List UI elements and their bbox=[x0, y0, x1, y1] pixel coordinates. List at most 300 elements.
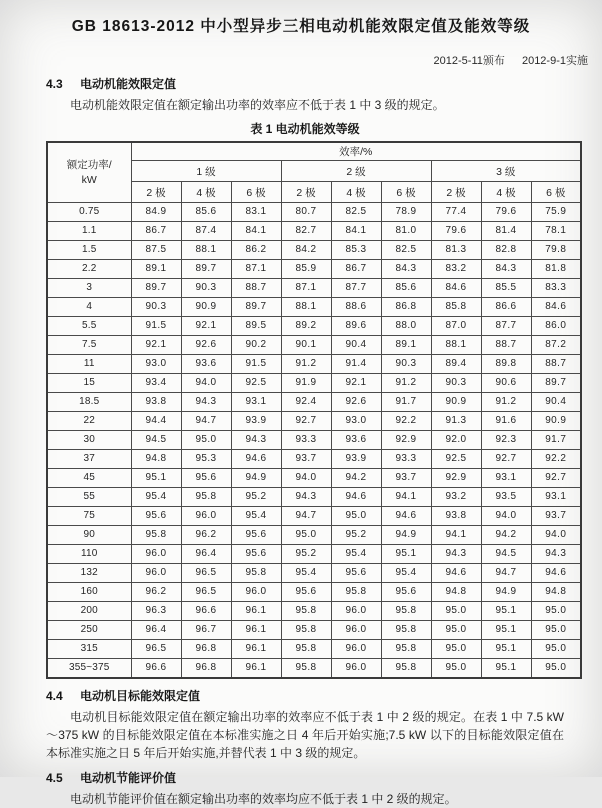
efficiency-value-cell: 86.7 bbox=[131, 222, 181, 241]
efficiency-value-cell: 94.3 bbox=[531, 545, 581, 564]
grade-2-header: 2 级 bbox=[281, 161, 431, 182]
section-4-3-heading bbox=[46, 75, 564, 92]
efficiency-value-cell: 77.4 bbox=[431, 203, 481, 222]
efficiency-value-cell: 93.5 bbox=[481, 488, 531, 507]
efficiency-value-cell: 86.0 bbox=[531, 317, 581, 336]
efficiency-value-cell: 95.6 bbox=[381, 583, 431, 602]
power-cell: 90 bbox=[47, 526, 131, 545]
efficiency-value-cell: 95.6 bbox=[231, 526, 281, 545]
efficiency-value-cell: 94.2 bbox=[481, 526, 531, 545]
efficiency-value-cell: 92.9 bbox=[381, 431, 431, 450]
grade-3-header: 3 级 bbox=[431, 161, 581, 182]
table-row bbox=[47, 222, 581, 241]
efficiency-value-cell: 85.9 bbox=[281, 260, 331, 279]
efficiency-value-cell: 90.3 bbox=[381, 355, 431, 374]
implement-date: 2012-9-1实施 bbox=[521, 55, 588, 67]
efficiency-value-cell: 94.3 bbox=[181, 393, 231, 412]
efficiency-value-cell: 96.0 bbox=[331, 602, 381, 621]
efficiency-value-cell: 93.8 bbox=[131, 393, 181, 412]
section-4-5-body: 电动机节能评价值在额定输出功率的效率均应不低于表 1 中 2 级的规定。 bbox=[70, 792, 457, 806]
efficiency-value-cell: 93.1 bbox=[231, 393, 281, 412]
efficiency-value-cell: 94.9 bbox=[231, 469, 281, 488]
section-4-4-body: 电动机目标能效限定值在额定输出功率的效率应不低于表 1 中 2 级的规定。在表 1 中 7.5 kW～375 kW 的目标能效限定值在本标准实施之日 4 年后开始实施;7.5 kW 以下的目标能效限定值在本标准实施之日 5 年后开始实施,并替代表 1 中 3 级的规定。 bbox=[46, 710, 564, 760]
efficiency-value-cell: 94.6 bbox=[231, 450, 281, 469]
efficiency-value-cell: 85.5 bbox=[481, 279, 531, 298]
efficiency-value-cell: 96.0 bbox=[331, 659, 381, 679]
table-caption: 表 1 电动机能效等级 bbox=[250, 122, 360, 136]
power-cell: 160 bbox=[47, 583, 131, 602]
pole-header: 2 极 bbox=[281, 182, 331, 203]
efficiency-value-cell: 89.1 bbox=[381, 336, 431, 355]
table-row bbox=[47, 355, 581, 374]
efficiency-value-cell: 94.9 bbox=[381, 526, 431, 545]
efficiency-value-cell: 95.2 bbox=[231, 488, 281, 507]
efficiency-value-cell: 89.7 bbox=[181, 260, 231, 279]
efficiency-value-cell: 94.3 bbox=[281, 488, 331, 507]
power-cell: 110 bbox=[47, 545, 131, 564]
efficiency-value-cell: 91.7 bbox=[531, 431, 581, 450]
grade-1-header: 1 级 bbox=[131, 161, 281, 182]
table-row bbox=[47, 469, 581, 488]
table-row bbox=[47, 545, 581, 564]
efficiency-value-cell: 93.3 bbox=[381, 450, 431, 469]
efficiency-value-cell: 84.6 bbox=[531, 298, 581, 317]
efficiency-value-cell: 90.4 bbox=[531, 393, 581, 412]
table-row bbox=[47, 583, 581, 602]
efficiency-value-cell: 95.8 bbox=[281, 659, 331, 679]
efficiency-value-cell: 95.0 bbox=[431, 602, 481, 621]
power-cell: 37 bbox=[47, 450, 131, 469]
efficiency-value-cell: 78.1 bbox=[531, 222, 581, 241]
efficiency-value-cell: 93.0 bbox=[131, 355, 181, 374]
efficiency-value-cell: 92.4 bbox=[281, 393, 331, 412]
efficiency-value-cell: 93.1 bbox=[481, 469, 531, 488]
efficiency-value-cell: 95.0 bbox=[531, 640, 581, 659]
efficiency-value-cell: 96.0 bbox=[231, 583, 281, 602]
efficiency-value-cell: 91.5 bbox=[131, 317, 181, 336]
efficiency-value-cell: 90.9 bbox=[531, 412, 581, 431]
power-cell: 315 bbox=[47, 640, 131, 659]
efficiency-value-cell: 90.4 bbox=[331, 336, 381, 355]
efficiency-value-cell: 96.2 bbox=[181, 526, 231, 545]
efficiency-value-cell: 94.8 bbox=[431, 583, 481, 602]
power-cell: 355~375 bbox=[47, 659, 131, 679]
efficiency-value-cell: 95.0 bbox=[331, 507, 381, 526]
power-cell: 45 bbox=[47, 469, 131, 488]
power-cell: 3 bbox=[47, 279, 131, 298]
efficiency-value-cell: 95.4 bbox=[331, 545, 381, 564]
efficiency-value-cell: 89.7 bbox=[131, 279, 181, 298]
efficiency-value-cell: 79.6 bbox=[481, 203, 531, 222]
table-row bbox=[47, 640, 581, 659]
efficiency-value-cell: 84.2 bbox=[281, 241, 331, 260]
table-row bbox=[47, 621, 581, 640]
efficiency-value-cell: 92.6 bbox=[331, 393, 381, 412]
efficiency-value-cell: 94.6 bbox=[531, 564, 581, 583]
efficiency-value-cell: 94.5 bbox=[131, 431, 181, 450]
efficiency-value-cell: 96.0 bbox=[331, 640, 381, 659]
efficiency-value-cell: 95.2 bbox=[331, 526, 381, 545]
efficiency-value-cell: 95.2 bbox=[281, 545, 331, 564]
section-4-4-title: 电动机目标能效限定值 bbox=[80, 689, 201, 703]
efficiency-value-cell: 96.8 bbox=[181, 640, 231, 659]
efficiency-value-cell: 91.9 bbox=[281, 374, 331, 393]
power-cell: 1.1 bbox=[47, 222, 131, 241]
efficiency-value-cell: 94.2 bbox=[331, 469, 381, 488]
section-4-3-number: 4.3 bbox=[46, 77, 63, 91]
efficiency-value-cell: 94.6 bbox=[331, 488, 381, 507]
efficiency-value-cell: 83.1 bbox=[231, 203, 281, 222]
efficiency-value-cell: 93.6 bbox=[331, 431, 381, 450]
efficiency-value-cell: 87.1 bbox=[231, 260, 281, 279]
efficiency-value-cell: 94.6 bbox=[431, 564, 481, 583]
table-row bbox=[47, 564, 581, 583]
efficiency-value-cell: 79.8 bbox=[531, 241, 581, 260]
efficiency-value-cell: 81.4 bbox=[481, 222, 531, 241]
efficiency-value-cell: 95.1 bbox=[481, 640, 531, 659]
efficiency-value-cell: 94.1 bbox=[431, 526, 481, 545]
efficiency-value-cell: 92.1 bbox=[131, 336, 181, 355]
efficiency-value-cell: 95.6 bbox=[231, 545, 281, 564]
table-row bbox=[47, 374, 581, 393]
efficiency-value-cell: 94.9 bbox=[481, 583, 531, 602]
efficiency-value-cell: 95.8 bbox=[281, 640, 331, 659]
efficiency-value-cell: 91.2 bbox=[281, 355, 331, 374]
efficiency-value-cell: 93.3 bbox=[281, 431, 331, 450]
efficiency-value-cell: 90.3 bbox=[181, 279, 231, 298]
power-cell: 5.5 bbox=[47, 317, 131, 336]
efficiency-value-cell: 81.8 bbox=[531, 260, 581, 279]
efficiency-value-cell: 79.6 bbox=[431, 222, 481, 241]
efficiency-value-cell: 92.7 bbox=[481, 450, 531, 469]
efficiency-value-cell: 83.3 bbox=[531, 279, 581, 298]
document-content bbox=[46, 75, 567, 808]
efficiency-value-cell: 91.4 bbox=[331, 355, 381, 374]
efficiency-value-cell: 92.1 bbox=[181, 317, 231, 336]
efficiency-value-cell: 88.7 bbox=[531, 355, 581, 374]
efficiency-value-cell: 88.1 bbox=[181, 241, 231, 260]
efficiency-value-cell: 86.2 bbox=[231, 241, 281, 260]
efficiency-value-cell: 87.4 bbox=[181, 222, 231, 241]
efficiency-value-cell: 84.1 bbox=[331, 222, 381, 241]
table-row bbox=[47, 431, 581, 450]
efficiency-value-cell: 82.8 bbox=[481, 241, 531, 260]
efficiency-value-cell: 82.7 bbox=[281, 222, 331, 241]
table-row bbox=[47, 450, 581, 469]
efficiency-value-cell: 92.5 bbox=[431, 450, 481, 469]
pole-header: 4 极 bbox=[181, 182, 231, 203]
efficiency-value-cell: 84.3 bbox=[481, 260, 531, 279]
efficiency-value-cell: 95.8 bbox=[331, 583, 381, 602]
table-header-row-efficiency bbox=[47, 142, 581, 161]
efficiency-value-cell: 95.0 bbox=[531, 659, 581, 679]
power-column-unit: kW bbox=[81, 173, 97, 186]
efficiency-value-cell: 90.9 bbox=[181, 298, 231, 317]
power-cell: 2.2 bbox=[47, 260, 131, 279]
efficiency-value-cell: 96.8 bbox=[181, 659, 231, 679]
efficiency-value-cell: 95.6 bbox=[331, 564, 381, 583]
efficiency-value-cell: 86.8 bbox=[381, 298, 431, 317]
efficiency-value-cell: 93.9 bbox=[331, 450, 381, 469]
efficiency-value-cell: 92.7 bbox=[531, 469, 581, 488]
section-4-3-body: 电动机能效限定值在额定输出功率的效率应不低于表 1 中 3 级的规定。 bbox=[70, 98, 445, 112]
efficiency-value-cell: 95.6 bbox=[131, 507, 181, 526]
efficiency-value-cell: 94.0 bbox=[281, 469, 331, 488]
section-4-4-number: 4.4 bbox=[46, 689, 63, 703]
efficiency-value-cell: 90.9 bbox=[431, 393, 481, 412]
efficiency-value-cell: 94.0 bbox=[531, 526, 581, 545]
efficiency-value-cell: 94.0 bbox=[181, 374, 231, 393]
efficiency-value-cell: 95.1 bbox=[481, 621, 531, 640]
efficiency-value-cell: 96.7 bbox=[181, 621, 231, 640]
power-column-label: 额定功率/ bbox=[66, 159, 112, 172]
efficiency-value-cell: 95.6 bbox=[181, 469, 231, 488]
efficiency-value-cell: 94.3 bbox=[431, 545, 481, 564]
section-4-4-heading bbox=[46, 687, 564, 704]
efficiency-value-cell: 95.0 bbox=[431, 621, 481, 640]
efficiency-value-cell: 96.4 bbox=[181, 545, 231, 564]
power-cell: 1.5 bbox=[47, 241, 131, 260]
efficiency-value-cell: 87.1 bbox=[281, 279, 331, 298]
efficiency-value-cell: 90.3 bbox=[431, 374, 481, 393]
power-cell: 4 bbox=[47, 298, 131, 317]
table-row bbox=[47, 488, 581, 507]
efficiency-value-cell: 88.7 bbox=[481, 336, 531, 355]
efficiency-value-cell: 96.1 bbox=[231, 659, 281, 679]
section-4-5-title: 电动机节能评价值 bbox=[80, 771, 177, 785]
power-cell: 30 bbox=[47, 431, 131, 450]
efficiency-value-cell: 83.2 bbox=[431, 260, 481, 279]
efficiency-value-cell: 95.4 bbox=[281, 564, 331, 583]
efficiency-value-cell: 93.4 bbox=[131, 374, 181, 393]
efficiency-value-cell: 95.1 bbox=[481, 659, 531, 679]
efficiency-value-cell: 85.8 bbox=[431, 298, 481, 317]
section-4-5-heading bbox=[46, 769, 564, 786]
power-cell: 55 bbox=[47, 488, 131, 507]
table-row bbox=[47, 526, 581, 545]
efficiency-value-cell: 96.0 bbox=[131, 564, 181, 583]
efficiency-value-cell: 91.2 bbox=[481, 393, 531, 412]
efficiency-value-cell: 92.2 bbox=[381, 412, 431, 431]
efficiency-value-cell: 94.7 bbox=[481, 564, 531, 583]
table-row bbox=[47, 260, 581, 279]
bottom-sections bbox=[46, 687, 564, 808]
efficiency-value-cell: 96.1 bbox=[231, 640, 281, 659]
table-row bbox=[47, 279, 581, 298]
table-row bbox=[47, 507, 581, 526]
efficiency-value-cell: 95.0 bbox=[281, 526, 331, 545]
efficiency-value-cell: 94.1 bbox=[381, 488, 431, 507]
table-row bbox=[47, 412, 581, 431]
efficiency-value-cell: 84.6 bbox=[431, 279, 481, 298]
efficiency-value-cell: 96.0 bbox=[181, 507, 231, 526]
table-row bbox=[47, 298, 581, 317]
efficiency-value-cell: 95.4 bbox=[231, 507, 281, 526]
efficiency-value-cell: 95.0 bbox=[531, 621, 581, 640]
efficiency-header: 效率/% bbox=[131, 142, 581, 161]
efficiency-value-cell: 94.7 bbox=[281, 507, 331, 526]
efficiency-value-cell: 90.3 bbox=[131, 298, 181, 317]
efficiency-value-cell: 95.1 bbox=[481, 602, 531, 621]
efficiency-value-cell: 95.8 bbox=[131, 526, 181, 545]
efficiency-value-cell: 95.0 bbox=[181, 431, 231, 450]
efficiency-value-cell: 94.0 bbox=[481, 507, 531, 526]
efficiency-value-cell: 94.7 bbox=[181, 412, 231, 431]
efficiency-value-cell: 89.7 bbox=[231, 298, 281, 317]
table-row bbox=[47, 659, 581, 679]
efficiency-value-cell: 95.6 bbox=[281, 583, 331, 602]
pole-header: 4 极 bbox=[481, 182, 531, 203]
table-row bbox=[47, 393, 581, 412]
efficiency-value-cell: 95.8 bbox=[381, 659, 431, 679]
efficiency-value-cell: 96.1 bbox=[231, 621, 281, 640]
efficiency-value-cell: 81.0 bbox=[381, 222, 431, 241]
efficiency-value-cell: 88.1 bbox=[281, 298, 331, 317]
table-row bbox=[47, 602, 581, 621]
efficiency-value-cell: 96.2 bbox=[131, 583, 181, 602]
power-cell: 11 bbox=[47, 355, 131, 374]
efficiency-value-cell: 92.5 bbox=[231, 374, 281, 393]
efficiency-value-cell: 88.6 bbox=[331, 298, 381, 317]
efficiency-value-cell: 95.8 bbox=[181, 488, 231, 507]
efficiency-value-cell: 87.7 bbox=[331, 279, 381, 298]
power-cell: 75 bbox=[47, 507, 131, 526]
efficiency-value-cell: 88.7 bbox=[231, 279, 281, 298]
efficiency-value-cell: 92.9 bbox=[431, 469, 481, 488]
efficiency-value-cell: 96.5 bbox=[181, 564, 231, 583]
efficiency-value-cell: 85.6 bbox=[381, 279, 431, 298]
efficiency-value-cell: 95.8 bbox=[281, 621, 331, 640]
efficiency-value-cell: 94.8 bbox=[531, 583, 581, 602]
efficiency-value-cell: 89.1 bbox=[131, 260, 181, 279]
efficiency-value-cell: 95.1 bbox=[131, 469, 181, 488]
efficiency-grade-table bbox=[46, 141, 582, 679]
pole-header: 4 极 bbox=[331, 182, 381, 203]
efficiency-value-cell: 95.1 bbox=[381, 545, 431, 564]
efficiency-value-cell: 95.8 bbox=[381, 640, 431, 659]
efficiency-value-cell: 96.6 bbox=[181, 602, 231, 621]
efficiency-value-cell: 94.3 bbox=[231, 431, 281, 450]
efficiency-value-cell: 89.2 bbox=[281, 317, 331, 336]
efficiency-value-cell: 87.2 bbox=[531, 336, 581, 355]
efficiency-value-cell: 93.7 bbox=[531, 507, 581, 526]
efficiency-value-cell: 78.9 bbox=[381, 203, 431, 222]
efficiency-table-body bbox=[47, 203, 581, 679]
power-cell: 7.5 bbox=[47, 336, 131, 355]
power-cell: 132 bbox=[47, 564, 131, 583]
efficiency-value-cell: 92.3 bbox=[481, 431, 531, 450]
efficiency-value-cell: 91.2 bbox=[381, 374, 431, 393]
efficiency-value-cell: 95.3 bbox=[181, 450, 231, 469]
table-row bbox=[47, 336, 581, 355]
efficiency-value-cell: 87.7 bbox=[481, 317, 531, 336]
efficiency-value-cell: 91.7 bbox=[381, 393, 431, 412]
efficiency-value-cell: 95.8 bbox=[381, 621, 431, 640]
efficiency-value-cell: 88.0 bbox=[381, 317, 431, 336]
table-row bbox=[47, 317, 581, 336]
efficiency-value-cell: 95.0 bbox=[431, 659, 481, 679]
efficiency-value-cell: 86.6 bbox=[481, 298, 531, 317]
pole-header: 2 极 bbox=[131, 182, 181, 203]
efficiency-value-cell: 89.5 bbox=[231, 317, 281, 336]
efficiency-value-cell: 95.8 bbox=[281, 602, 331, 621]
issue-date: 2012-5-11颁布 bbox=[433, 55, 505, 67]
publish-date-line bbox=[0, 52, 602, 68]
efficiency-value-cell: 93.7 bbox=[381, 469, 431, 488]
efficiency-value-cell: 95.8 bbox=[231, 564, 281, 583]
efficiency-value-cell: 91.3 bbox=[431, 412, 481, 431]
table-row bbox=[47, 241, 581, 260]
document-title: GB 18613-2012 中小型异步三相电动机能效限定值及能效等级 bbox=[71, 18, 531, 35]
efficiency-value-cell: 90.2 bbox=[231, 336, 281, 355]
efficiency-value-cell: 96.0 bbox=[131, 545, 181, 564]
power-column-header bbox=[47, 142, 131, 203]
efficiency-value-cell: 96.1 bbox=[231, 602, 281, 621]
efficiency-value-cell: 91.6 bbox=[481, 412, 531, 431]
efficiency-value-cell: 95.0 bbox=[431, 640, 481, 659]
power-cell: 250 bbox=[47, 621, 131, 640]
efficiency-value-cell: 95.4 bbox=[381, 564, 431, 583]
pole-header: 6 极 bbox=[531, 182, 581, 203]
efficiency-value-cell: 95.0 bbox=[531, 602, 581, 621]
efficiency-value-cell: 96.5 bbox=[131, 640, 181, 659]
section-4-3-title: 电动机能效限定值 bbox=[80, 77, 177, 91]
pole-header: 6 极 bbox=[231, 182, 281, 203]
efficiency-value-cell: 84.3 bbox=[381, 260, 431, 279]
efficiency-value-cell: 89.6 bbox=[331, 317, 381, 336]
power-cell: 18.5 bbox=[47, 393, 131, 412]
efficiency-value-cell: 85.6 bbox=[181, 203, 231, 222]
efficiency-value-cell: 82.5 bbox=[381, 241, 431, 260]
efficiency-value-cell: 96.4 bbox=[131, 621, 181, 640]
efficiency-value-cell: 81.3 bbox=[431, 241, 481, 260]
efficiency-value-cell: 95.4 bbox=[131, 488, 181, 507]
efficiency-value-cell: 93.8 bbox=[431, 507, 481, 526]
power-cell: 22 bbox=[47, 412, 131, 431]
efficiency-value-cell: 89.4 bbox=[431, 355, 481, 374]
efficiency-value-cell: 94.4 bbox=[131, 412, 181, 431]
efficiency-value-cell: 93.9 bbox=[231, 412, 281, 431]
efficiency-value-cell: 90.1 bbox=[281, 336, 331, 355]
power-cell: 200 bbox=[47, 602, 131, 621]
efficiency-value-cell: 92.2 bbox=[531, 450, 581, 469]
efficiency-value-cell: 87.5 bbox=[131, 241, 181, 260]
efficiency-value-cell: 96.3 bbox=[131, 602, 181, 621]
efficiency-value-cell: 87.0 bbox=[431, 317, 481, 336]
efficiency-value-cell: 96.6 bbox=[131, 659, 181, 679]
power-cell: 15 bbox=[47, 374, 131, 393]
efficiency-value-cell: 85.3 bbox=[331, 241, 381, 260]
efficiency-value-cell: 92.6 bbox=[181, 336, 231, 355]
pole-header: 6 极 bbox=[381, 182, 431, 203]
efficiency-value-cell: 86.7 bbox=[331, 260, 381, 279]
efficiency-value-cell: 94.5 bbox=[481, 545, 531, 564]
efficiency-value-cell: 93.7 bbox=[281, 450, 331, 469]
efficiency-value-cell: 75.9 bbox=[531, 203, 581, 222]
efficiency-value-cell: 93.2 bbox=[431, 488, 481, 507]
efficiency-value-cell: 80.7 bbox=[281, 203, 331, 222]
efficiency-value-cell: 89.8 bbox=[481, 355, 531, 374]
efficiency-value-cell: 95.8 bbox=[381, 602, 431, 621]
section-4-5-number: 4.5 bbox=[46, 771, 63, 785]
efficiency-value-cell: 84.9 bbox=[131, 203, 181, 222]
efficiency-value-cell: 84.1 bbox=[231, 222, 281, 241]
efficiency-value-cell: 94.6 bbox=[381, 507, 431, 526]
efficiency-value-cell: 96.5 bbox=[181, 583, 231, 602]
efficiency-value-cell: 93.0 bbox=[331, 412, 381, 431]
efficiency-value-cell: 94.8 bbox=[131, 450, 181, 469]
efficiency-value-cell: 92.0 bbox=[431, 431, 481, 450]
